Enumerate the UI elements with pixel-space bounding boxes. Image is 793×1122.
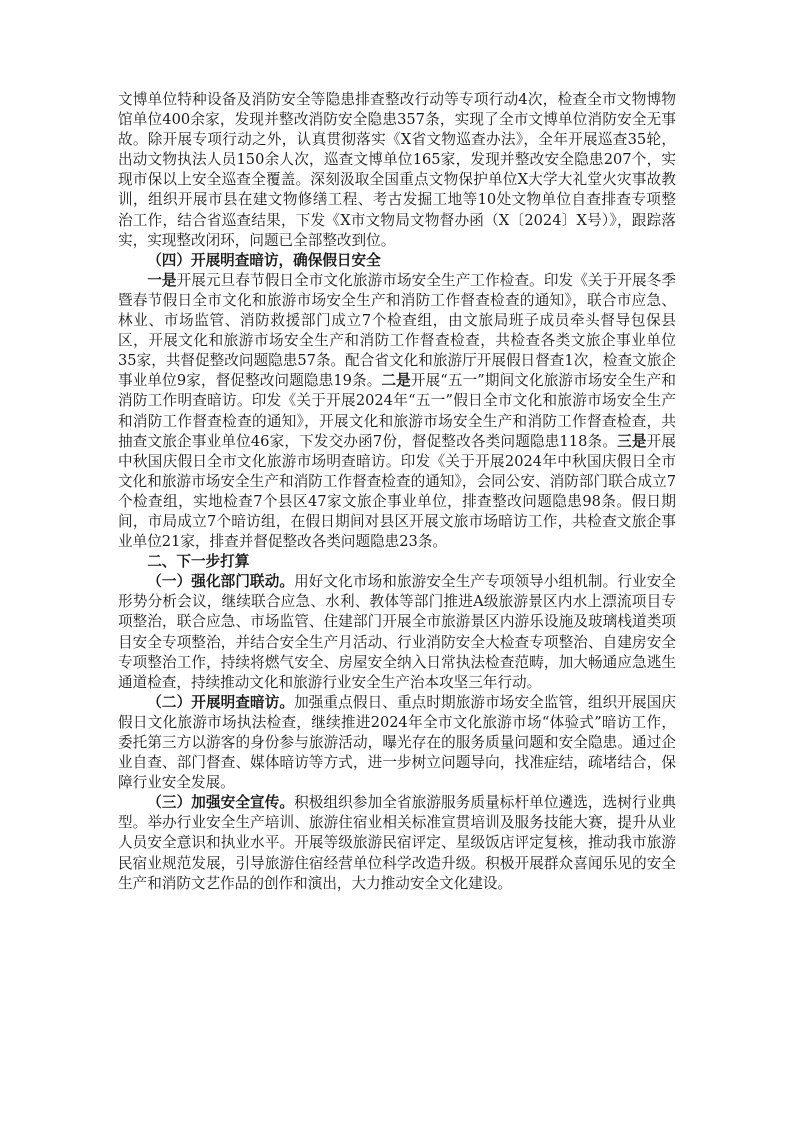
text-first: 开展元旦春节假日全市文化旅游市场安全生产工作检查。印发《关于开展冬季暨春节假日全市文化和旅游市场安全生产和消防工作督查检查的通知》，联合市应急、林业、市场监管、消防救援部门成立7个检查组，由文旅局班子成员牵头督导包保县区，开展文化和旅游市场安全生产和消防工作督查检查，共检查各类文旅企事业单位35家，共督促整改问题隐患57条。配合省文化和旅游厅开展假日督查1次，检查文旅企事业单位9家，督促整改问题隐患19条。	[118, 271, 676, 390]
paragraph-department-linkage	[118, 572, 676, 693]
lead-first: 一是	[147, 271, 177, 289]
paragraph-inspections	[118, 693, 676, 793]
section-heading-4: （四）开展明查暗访，确保假日安全	[147, 251, 381, 269]
lead-department-linkage: （一）强化部门联动。	[147, 573, 295, 591]
text-department-linkage: 用好文化市场和旅游安全生产专项领导小组机制。行业安全形势分析会议，继续联合应急、水利、教体等部门推进A级旅游景区内水上漂流项目专项整治，联合应急、市场监管、住建部门开展全市旅游景区内游乐设施及玻璃栈道类项目安全专项整治，并结合安全生产月活动、行业消防安全大检查专项整治、自建房安全专项整治工作，持续将燃气安全、房屋安全纳入日常执法检查范畴，加大畅通应急逃生通道检查，持续推动文化和旅游行业安全生产治本攻坚三年行动。	[118, 573, 676, 691]
paragraph-continuation: 文博单位特种设备及消防安全等隐患排查整改行动等专项行动4次，检查全市文物博物馆单位400余家，发现并整改消防安全隐患357条，实现了全市文博单位消防安全无事故。除开展专项行动之外，认真贯彻落实《X省文物巡查办法》，全年开展巡查35轮，出动文物执法人员150余人次，巡查文博单位165家，发现并整改安全隐患207个，实现市保以上安全巡查全覆盖。深刻汲取全国重点文物保护单位X大学大礼堂火灾事故教训，组织开展市县在建文物修缮工程、考古发掘工地等10处文物单位自查排查专项整治工作，结合省巡查结果，下发《X市文物局文物督办函（X〔2024〕X号）》，跟踪落实，实现整改闭环，问题已全部整改到位。	[118, 91, 676, 249]
text-second: 开展“五一”期间文化旅游市场安全生产和消防工作明查暗访。印发《关于开展2024年“五一”假日全市文化和旅游市场安全生产和消防工作督查检查的通知》，开展文化和旅游市场安全生产和消防工作督查检查，共抽查文旅企事业单位46家，下发交办函7份，督促整改各类问题隐患118条。	[118, 372, 676, 450]
lead-safety-publicity: （三）加强安全宣传。	[147, 794, 295, 812]
text-third: 开展中秋国庆假日全市文化旅游市场明查暗访。印发《关于开展2024年中秋国庆假日全市文化和旅游市场安全生产和消防工作督查检查的通知》，会同公安、消防部门联合成立7个检查组，实地检查7个县区47家文旅企事业单位，排查整改问题隐患98条。假日期间，市局成立7个暗访组，在假日期间对县区开展文旅市场暗访工作，共检查文旅企事业单位21家，排查并督促整改各类问题隐患23条。	[118, 432, 676, 551]
section-heading-next-steps: 二、下一步打算	[147, 553, 250, 571]
paragraph-holiday-inspections	[118, 271, 676, 552]
lead-third: 三是	[617, 432, 647, 450]
lead-inspections: （二）开展明查暗访。	[147, 693, 295, 711]
text-safety-publicity: 积极组织参加全省旅游服务质量标杆单位遴选，选树行业典型。举办行业安全生产培训、旅游住宿业相关标准宣贯培训及服务技能大赛，提升从业人员安全意识和执业水平。开展等级旅游民宿评定、星级饭店评定复核，推动我市旅游民宿业规范发展，引导旅游住宿经营单位科学改造升级。积极开展群众喜闻乐见的安全生产和消防文艺作品的创作和演出，大力推动安全文化建设。	[118, 794, 676, 892]
document-page	[118, 90, 676, 894]
lead-second: 二是	[381, 372, 411, 390]
text-inspections: 加强重点假日、重点时期旅游市场安全监管，组织开展国庆假日文化旅游市场执法检查，继续推进2024年全市文化旅游市场“体验式”暗访工作，委托第三方以游客的身份参与旅游活动，曝光存在的服务质量问题和安全隐患。通过企业自查、部门督查、媒体暗访等方式，进一步树立问题导向，找准症结，疏堵结合，保障行业安全发展。	[118, 693, 676, 792]
paragraph-safety-publicity	[118, 793, 676, 893]
